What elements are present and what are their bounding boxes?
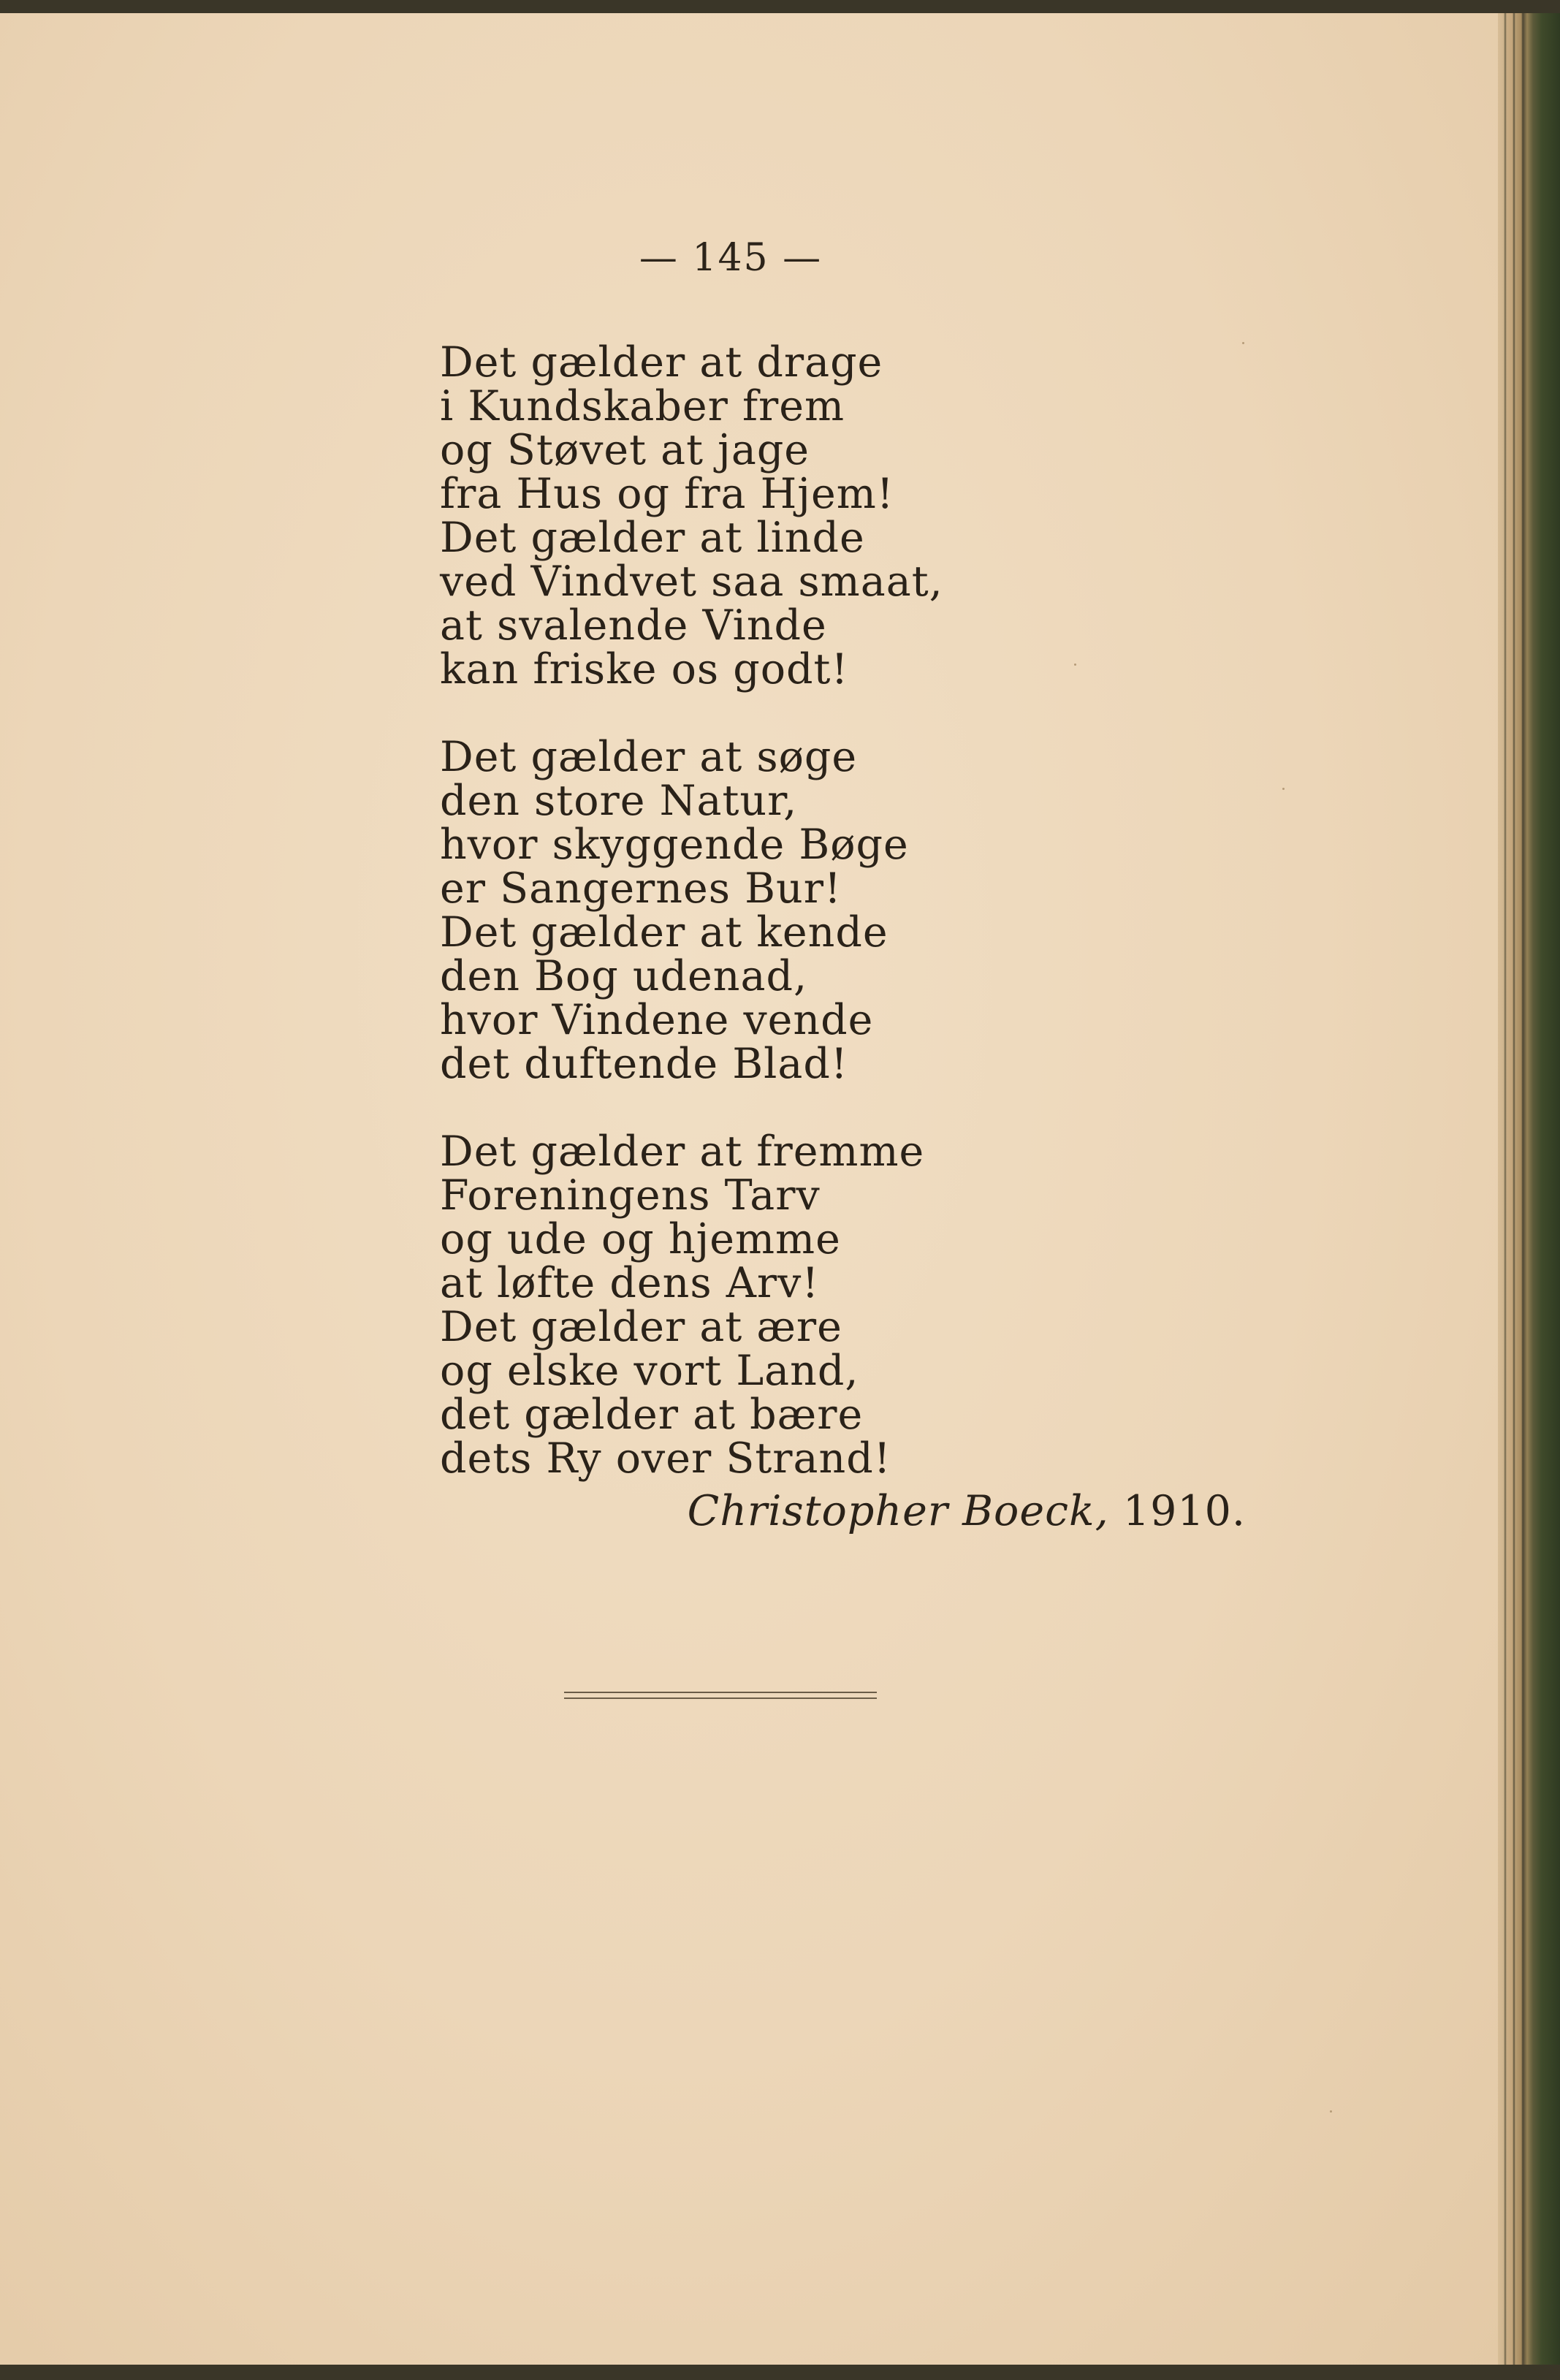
book-page-edges <box>1498 13 1560 2365</box>
poem-line: Det gælder at drage <box>440 338 883 387</box>
poem-line: at løfte dens Arv! <box>440 1259 820 1307</box>
poem-line: det gælder at bære <box>440 1391 864 1439</box>
book-page <box>0 13 1498 2365</box>
poem-line: hvor skyggende Bøge <box>440 821 909 869</box>
stanza-2 <box>440 735 943 1086</box>
poem-line: at svalende Vinde <box>440 601 827 650</box>
attribution-year: 1910. <box>1122 1487 1246 1535</box>
page-number: — 145 — <box>639 236 823 280</box>
stanza-3 <box>440 1128 943 1483</box>
poem-line: den Bog udenad, <box>440 952 808 1000</box>
poem-line: Det gælder at linde <box>440 514 865 562</box>
attribution <box>688 1487 1246 1535</box>
poem-line: Foreningens Tarv <box>440 1171 821 1220</box>
poem-line: er Sangernes Bur! <box>440 864 842 913</box>
poem-line: dets Ry over Strand! <box>440 1434 891 1483</box>
poem-line: Det gælder at ære <box>440 1303 842 1351</box>
poem-line: fra Hus og fra Hjem! <box>440 470 894 518</box>
poem-line: den store Natur, <box>440 777 798 825</box>
poem <box>440 338 943 1524</box>
poem-line: ved Vindvet saa smaat, <box>440 558 943 606</box>
stanza-1 <box>440 338 943 693</box>
paper-speck <box>1330 2110 1332 2113</box>
double-rule-divider <box>564 1692 877 1699</box>
poem-line: det duftende Blad! <box>440 1040 848 1088</box>
paper-speck <box>1074 664 1076 666</box>
poem-line: Det gælder at fremme <box>440 1128 925 1176</box>
poem-line: og ude og hjemme <box>440 1215 841 1263</box>
poem-line: hvor Vindene vende <box>440 996 874 1044</box>
poem-line: i Kundskaber frem <box>440 382 845 430</box>
paper-speck <box>1242 342 1244 344</box>
poem-line: Det gælder at kende <box>440 908 889 957</box>
paper-speck <box>1282 788 1285 790</box>
poem-line: kan friske os godt! <box>440 645 849 693</box>
poem-line: og elske vort Land, <box>440 1347 859 1395</box>
poem-line: Det gælder at søge <box>440 733 858 781</box>
author-name: Christopher Boeck, <box>687 1487 1109 1535</box>
poem-line: og Støvet at jage <box>440 426 810 474</box>
